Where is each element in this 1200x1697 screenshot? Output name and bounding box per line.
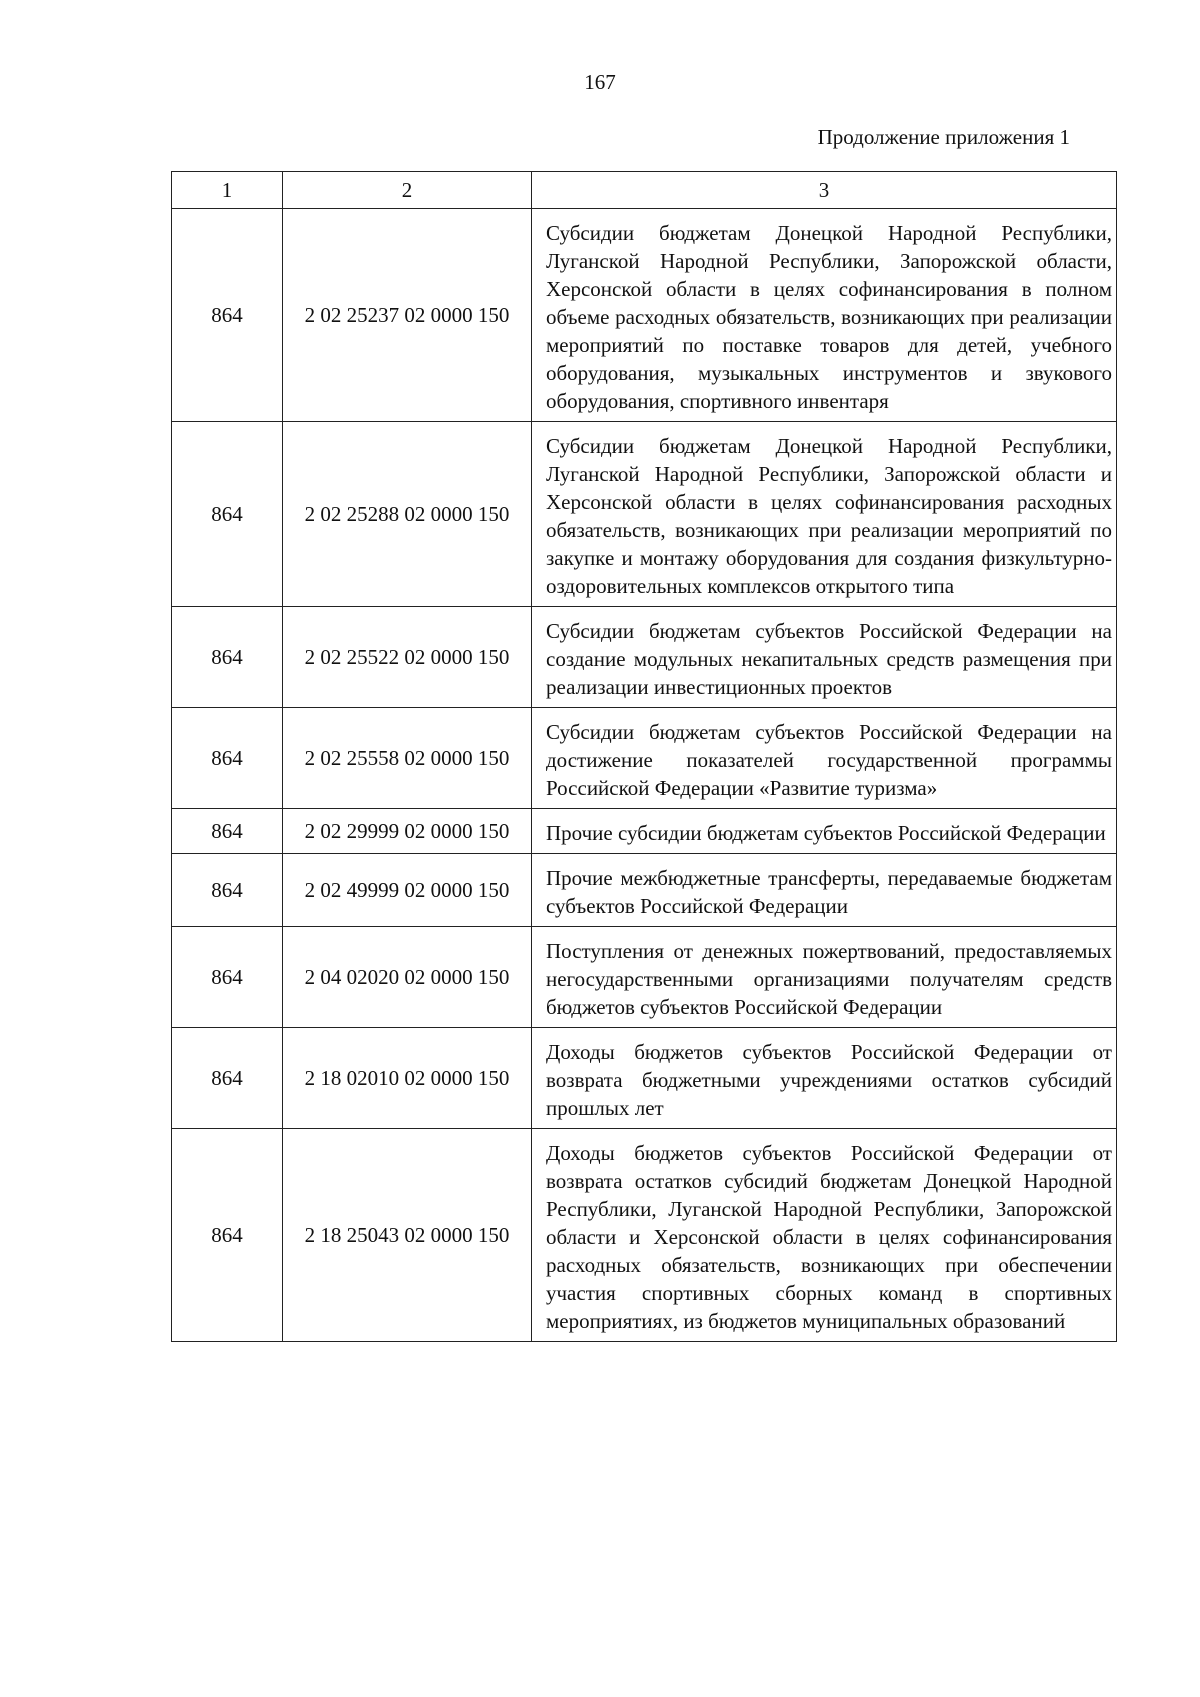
page-number: 167	[584, 70, 616, 94]
income-name-cell: Прочие межбюджетные трансферты, передаваемые бюджетам субъектов Российской Федерации	[532, 854, 1117, 927]
budget-code-cell: 2 02 25558 02 0000 150	[283, 708, 532, 809]
table-row	[172, 927, 1117, 1028]
budget-code-cell: 2 04 02020 02 0000 150	[283, 927, 532, 1028]
admin-code-cell: 864	[172, 422, 283, 607]
admin-code-cell: 864	[172, 854, 283, 927]
income-name-cell: Субсидии бюджетам субъектов Российской Федерации на достижение показателей государственной программы Российской Федерации «Развитие туризма»	[532, 708, 1117, 809]
income-name-cell: Доходы бюджетов субъектов Российской Федерации от возврата бюджетными учреждениями остатков субсидий прошлых лет	[532, 1028, 1117, 1129]
table-row	[172, 1028, 1117, 1129]
income-name-cell: Доходы бюджетов субъектов Российской Федерации от возврата остатков субсидий бюджетам Донецкой Народной Республики, Луганской Народной Республики, Запорожской области и Херсонской области в целях софинансирования расходных обязательств, возникающих при обеспечении участия спортивных сборных команд в спортивных мероприятиях, из бюджетов муниципальных образований	[532, 1129, 1117, 1342]
admin-code-cell: 864	[172, 607, 283, 708]
column-header-1: 1	[172, 172, 283, 209]
income-name-cell: Субсидии бюджетам Донецкой Народной Республики, Луганской Народной Республики, Запорожской области и Херсонской области в целях софинансирования расходных обязательств, возникающих при реализации мероприятий по закупке и монтажу оборудования для создания физкультурно-оздоровительных комплексов открытого типа	[532, 422, 1117, 607]
admin-code-cell: 864	[172, 927, 283, 1028]
table-row	[172, 854, 1117, 927]
budget-codes-table	[171, 171, 1117, 1342]
table-row	[172, 209, 1117, 422]
budget-code-cell: 2 02 25237 02 0000 150	[283, 209, 532, 422]
income-name-cell: Прочие субсидии бюджетам субъектов Российской Федерации	[532, 809, 1117, 854]
continuation-title: Продолжение приложения 1	[817, 125, 1070, 149]
admin-code-cell: 864	[172, 708, 283, 809]
income-name-cell: Субсидии бюджетам субъектов Российской Федерации на создание модульных некапитальных средств размещения при реализации инвестиционных проектов	[532, 607, 1117, 708]
admin-code-cell: 864	[172, 209, 283, 422]
table-row	[172, 809, 1117, 854]
table-row	[172, 708, 1117, 809]
income-name-cell: Субсидии бюджетам Донецкой Народной Республики, Луганской Народной Республики, Запорожской области, Херсонской области в целях софинансирования в полном объеме расходных обязательств, возникающих при реализации мероприятий по поставке товаров для детей, учебного оборудования, музыкальных инструментов и звукового оборудования, спортивного инвентаря	[532, 209, 1117, 422]
column-header-2: 2	[283, 172, 532, 209]
budget-code-cell: 2 18 02010 02 0000 150	[283, 1028, 532, 1129]
column-header-3: 3	[532, 172, 1117, 209]
table-row	[172, 1129, 1117, 1342]
table-row	[172, 422, 1117, 607]
budget-code-cell: 2 02 29999 02 0000 150	[283, 809, 532, 854]
table-header-row	[172, 172, 1117, 209]
budget-code-cell: 2 18 25043 02 0000 150	[283, 1129, 532, 1342]
budget-code-cell: 2 02 25522 02 0000 150	[283, 607, 532, 708]
admin-code-cell: 864	[172, 809, 283, 854]
admin-code-cell: 864	[172, 1028, 283, 1129]
table-row	[172, 607, 1117, 708]
income-name-cell: Поступления от денежных пожертвований, предоставляемых негосударственными организациями получателям средств бюджетов субъектов Российской Федерации	[532, 927, 1117, 1028]
budget-code-cell: 2 02 49999 02 0000 150	[283, 854, 532, 927]
admin-code-cell: 864	[172, 1129, 283, 1342]
budget-code-cell: 2 02 25288 02 0000 150	[283, 422, 532, 607]
